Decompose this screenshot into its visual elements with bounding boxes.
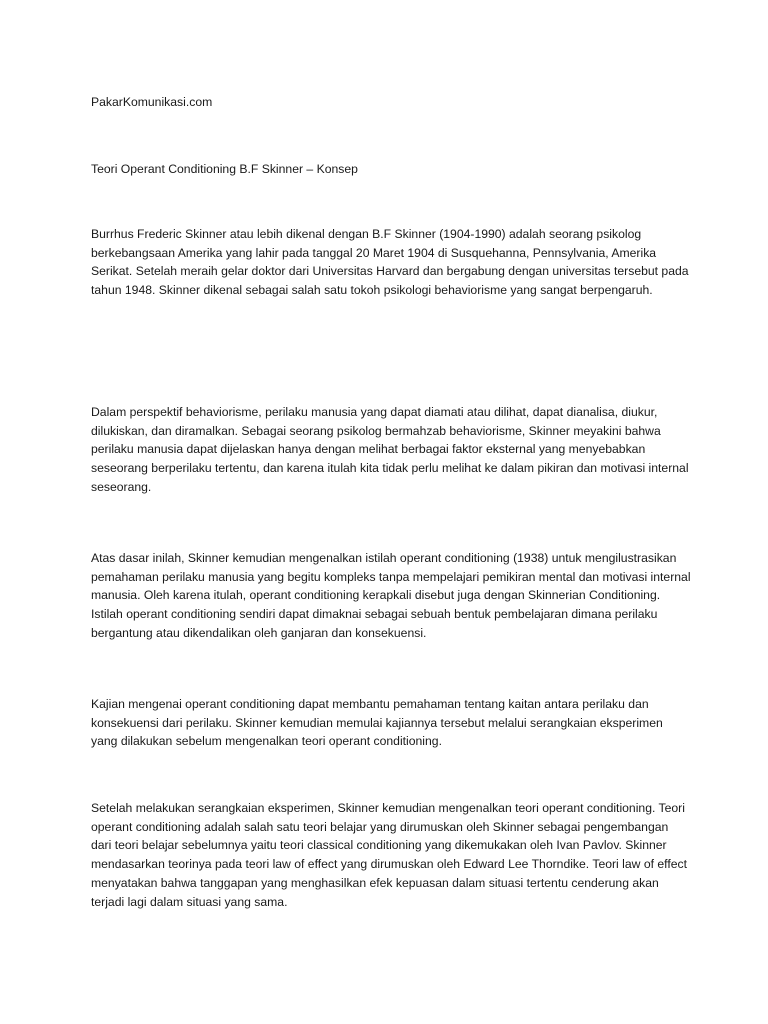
paragraph: Atas dasar inilah, Skinner kemudian mengenalkan istilah operant conditioning (1938) untuk mengilustrasikan pemahaman perilaku manusia yang begitu kompleks tanpa mempelajari pemikiran mental dan motivasi internal manusia. Oleh karena itulah, operant conditioning kerapkali disebut juga dengan Skinnerian Conditioning. Istilah operant conditioning sendiri dapat dimaknai sebagai sebuah bentuk pembelajaran dimana perilaku bergantung atau dikendalikan oleh ganjaran dan konsekuensi.: [91, 551, 691, 640]
paragraph: Setelah melakukan serangkaian eksperimen, Skinner kemudian mengenalkan teori operant conditioning. Teori operant conditioning adalah salah satu teori belajar yang dirumuskan oleh Skinner sebagai pengembangan dari teori belajar sebelumnya yaitu teori classical conditioning yang dikemukakan oleh Ivan Pavlov. Skinner mendasarkan teorinya pada teori law of effect yang dirumuskan oleh Edward Lee Thorndike. Teori law of effect menyatakan bahwa tanggapan yang menghasilkan efek kepuasan dalam situasi tertentu cenderung akan terjadi lagi dalam situasi yang sama.: [91, 801, 687, 909]
paragraph: Dalam perspektif behaviorisme, perilaku manusia yang dapat diamati atau dilihat, dapat dianalisa, diukur, dilukiskan, dan diramalkan. Sebagai seorang psikolog bermahzab behaviorisme, Skinner meyakini bahwa perilaku manusia dapat dijelaskan hanya dengan melihat berbagai faktor eksternal yang menyebabkan seseorang berperilaku tertentu, dan karena itulah kita tidak perlu melihat ke dalam pikiran dan motivasi internal seseorang.: [91, 405, 689, 494]
paragraph: Burrhus Frederic Skinner atau lebih dikenal dengan B.F Skinner (1904-1990) adalah seorang psikolog berkebangsaan Amerika yang lahir pada tanggal 20 Maret 1904 di Susquehanna, Pennsylvania, Amerika Serikat. Setelah meraih gelar doktor dari Universitas Harvard dan bergabung dengan universitas tersebut pada tahun 1948. Skinner dikenal sebagai salah satu tokoh psikologi behaviorisme yang sangat berpengaruh.: [91, 227, 689, 298]
site-name: PakarKomunikasi.com: [91, 95, 213, 109]
paragraph: Kajian mengenai operant conditioning dapat membantu pemahaman tentang kaitan antara perilaku dan konsekuensi dari perilaku. Skinner kemudian memulai kajiannya tersebut melalui serangkaian eksperimen yang dilakukan sebelum mengenalkan teori operant conditioning.: [91, 697, 663, 749]
document-title: Teori Operant Conditioning B.F Skinner – Konsep: [91, 162, 358, 176]
